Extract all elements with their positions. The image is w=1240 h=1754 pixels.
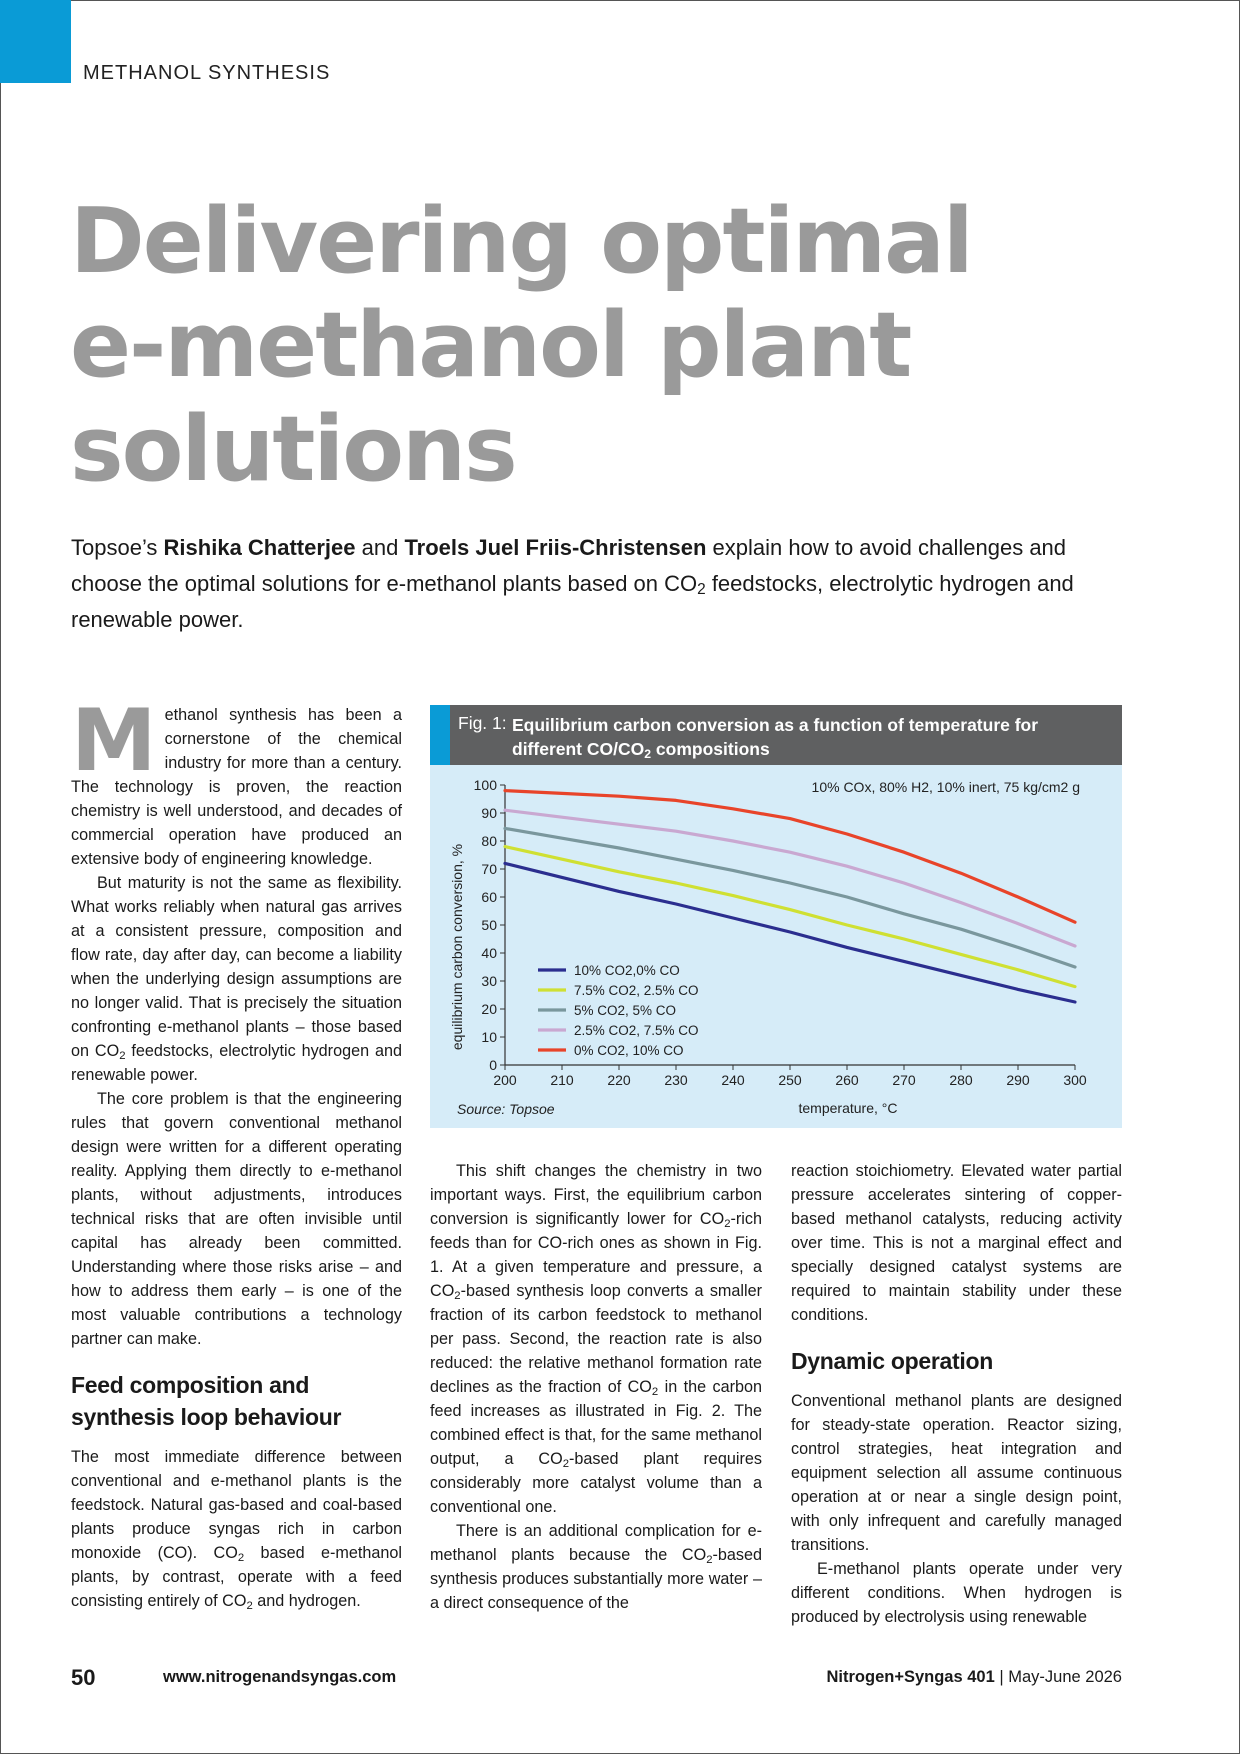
subscript: 2 (651, 1386, 659, 1398)
chart-legend (538, 963, 699, 1058)
section-color-block (0, 0, 71, 83)
author-name: Rishika Chatterjee (163, 535, 356, 560)
subscript: 2 (454, 1290, 461, 1302)
x-tick-label: 250 (778, 1072, 802, 1088)
y-tick-label: 70 (481, 861, 497, 877)
x-axis-label: temperature, °C (798, 1100, 898, 1116)
website-url: www.nitrogenandsyngas.com (163, 1668, 397, 1686)
body-paragraph (71, 1445, 402, 1613)
standfirst-text: Topsoe’s (71, 535, 164, 560)
y-tick-label: 0 (489, 1057, 497, 1073)
subheading: Dynamic operation (791, 1348, 993, 1374)
series-line (505, 828, 1075, 967)
text: and hydrogen. (252, 1592, 361, 1610)
subheading: Feed composition and synthesis loop behaviour (71, 1372, 342, 1430)
separator: | (994, 1668, 1009, 1686)
x-tick-label: 220 (607, 1072, 631, 1088)
subscript: 2 (706, 1554, 713, 1566)
text: Equilibrium carbon conversion as a function of temperature for different CO/CO (512, 715, 1039, 759)
text: ethanol synthesis has been a cornerstone of the chemical industry for more than a century. The technology is proven, the reaction chemistry is well understood, and decades of commercial operation have produced an extensive body of engineering knowledge. (71, 706, 402, 868)
chart-annotation: 10% COx, 80% H2, 10% inert, 75 kg/cm2 g (811, 779, 1080, 795)
magazine-name: Nitrogen+Syngas 401 (826, 1668, 995, 1686)
line-chart (430, 765, 1122, 1128)
y-tick-label: 50 (481, 917, 497, 933)
standfirst-text: and (355, 535, 405, 560)
y-axis-label: equilibrium carbon conversion, % (449, 843, 465, 1051)
y-tick-label: 90 (481, 805, 497, 821)
body-paragraph: reaction stoichiometry. Elevated water partial pressure accelerates sintering of copper-based methanol catalysts, reducing activity over time. This is not a marginal effect and specially designed catalyst systems are required to maintain stability under these conditions. (791, 1162, 1122, 1324)
text: This shift changes the chemistry in two important ways. First, the equilibrium carbon conversion is significantly lower for CO (430, 1162, 762, 1228)
article-column-3 (791, 1159, 1122, 1629)
text: -rich feeds than for CO-rich ones as shown in Fig. 1. At a given temperature and pressure, a CO (430, 1210, 762, 1300)
figure-title (512, 713, 1112, 761)
figure-header (430, 705, 1122, 765)
body-paragraph (430, 1519, 762, 1615)
y-tick-label: 100 (473, 777, 497, 793)
subscript: 2 (246, 1600, 253, 1612)
figure-accent-bar (430, 705, 450, 765)
headline-line: Delivering optimal (70, 189, 972, 294)
series-line (505, 810, 1075, 946)
standfirst (71, 530, 1131, 638)
text: -based synthesis produces substantially more water – a direct consequence of the (430, 1546, 762, 1612)
chart-axes (474, 777, 1087, 1088)
legend-label: 10% CO2,0% CO (574, 963, 680, 978)
series-line (505, 791, 1075, 923)
body-paragraph (430, 1159, 762, 1519)
issue-info (827, 1668, 1123, 1687)
y-tick-label: 60 (481, 889, 497, 905)
text: The most immediate difference between conventional and e-methanol plants is the feedstock. Natural gas-based and coal-based plants produce syngas rich in carbon monoxide (CO). CO (71, 1448, 402, 1562)
subscript: 2 (562, 1458, 570, 1470)
body-paragraph: Conventional methanol plants are designed for steady-state operation. Reactor sizing, control strategies, heat integration and equipment selection all assume continuous operation at or near a single design point, with only infrequent and carefully managed transitions. (791, 1392, 1122, 1554)
x-tick-label: 280 (949, 1072, 973, 1088)
subscript: 2 (237, 1552, 245, 1564)
headline (70, 190, 1170, 502)
x-tick-label: 230 (664, 1072, 688, 1088)
standfirst-text: explain how to avoid challenges and choose the optimal solutions for e-methanol plants based on CO (71, 535, 1067, 596)
article-column-1 (71, 691, 402, 1613)
body-paragraph (71, 871, 402, 1087)
y-tick-label: 80 (481, 833, 497, 849)
legend-label: 2.5% CO2, 7.5% CO (574, 1023, 699, 1038)
legend-label: 5% CO2, 5% CO (574, 1003, 677, 1018)
figure-number: Fig. 1: (458, 713, 507, 733)
section-label: METHANOL SYNTHESIS (83, 62, 331, 84)
subscript: 2 (644, 747, 652, 761)
issue-date: May-June 2026 (1008, 1668, 1122, 1686)
subscript: 2 (724, 1218, 731, 1230)
x-tick-label: 290 (1006, 1072, 1030, 1088)
body-paragraph: The core problem is that the engineering rules that govern conventional methanol design were written for a different operating reality. Applying them directly to e-methanol plants, without adjustments, introduces technical risks that are often invisible until capital has already been committed. Understanding where those risks arise – and how to address them early – is one of the most valuable contributions a technology partner can make. (71, 1090, 402, 1348)
author-name: Troels Juel Friis-Christensen (404, 535, 707, 560)
x-tick-label: 260 (835, 1072, 859, 1088)
text: based e-methanol plants, by contrast, operate with a feed consisting entirely of CO (71, 1544, 402, 1610)
drop-cap: M (71, 691, 157, 791)
text: -based plant requires considerably more catalyst volume than a conventional one. (430, 1450, 762, 1516)
subscript: 2 (697, 581, 706, 598)
figure-source: Source: Topsoe (457, 1101, 555, 1117)
y-tick-label: 40 (481, 945, 497, 961)
text: feedstocks, electrolytic hydrogen and renewable power. (71, 1042, 402, 1084)
subscript: 2 (119, 1050, 126, 1062)
text: compositions (651, 739, 770, 759)
x-tick-label: 200 (493, 1072, 517, 1088)
text: in the carbon feed increases as illustrated in Fig. 2. The combined effect is that, for the same methanol output, a CO (430, 1378, 762, 1468)
x-tick-label: 210 (550, 1072, 574, 1088)
body-paragraph: E-methanol plants operate under very different conditions. When hydrogen is produced by electrolysis using renewable (791, 1560, 1122, 1626)
standfirst-text: feedstocks, electrolytic hydrogen and renewable power. (71, 571, 1074, 632)
article-column-2 (430, 1159, 762, 1615)
legend-label: 7.5% CO2, 2.5% CO (574, 983, 699, 998)
x-tick-label: 270 (892, 1072, 916, 1088)
headline-line: e-methanol plant (70, 293, 911, 398)
headline-line: solutions (70, 397, 516, 502)
body-paragraph (71, 691, 402, 871)
y-tick-label: 30 (481, 973, 497, 989)
text: There is an additional complication for e-methanol plants because the CO (430, 1522, 762, 1564)
legend-label: 0% CO2, 10% CO (574, 1043, 684, 1058)
x-tick-label: 300 (1063, 1072, 1087, 1088)
x-tick-label: 240 (721, 1072, 745, 1088)
page-number: 50 (71, 1665, 96, 1690)
text: -based synthesis loop converts a smaller fraction of its carbon feedstock to methanol per pass. Second, the reaction rate is also reduced: the relative methanol formation rate declines as the fraction of CO (430, 1282, 762, 1396)
text: But maturity is not the same as flexibility. What works reliably when natural gas arrives at a consistent pressure, composition and flow rate, day after day, can become a liability when the underlying design assumptions are no longer valid. That is precisely the situation confronting e-methanol plants – those based on CO (71, 874, 402, 1060)
y-tick-label: 10 (481, 1029, 497, 1045)
figure-1 (430, 705, 1122, 1128)
y-tick-label: 20 (481, 1001, 497, 1017)
